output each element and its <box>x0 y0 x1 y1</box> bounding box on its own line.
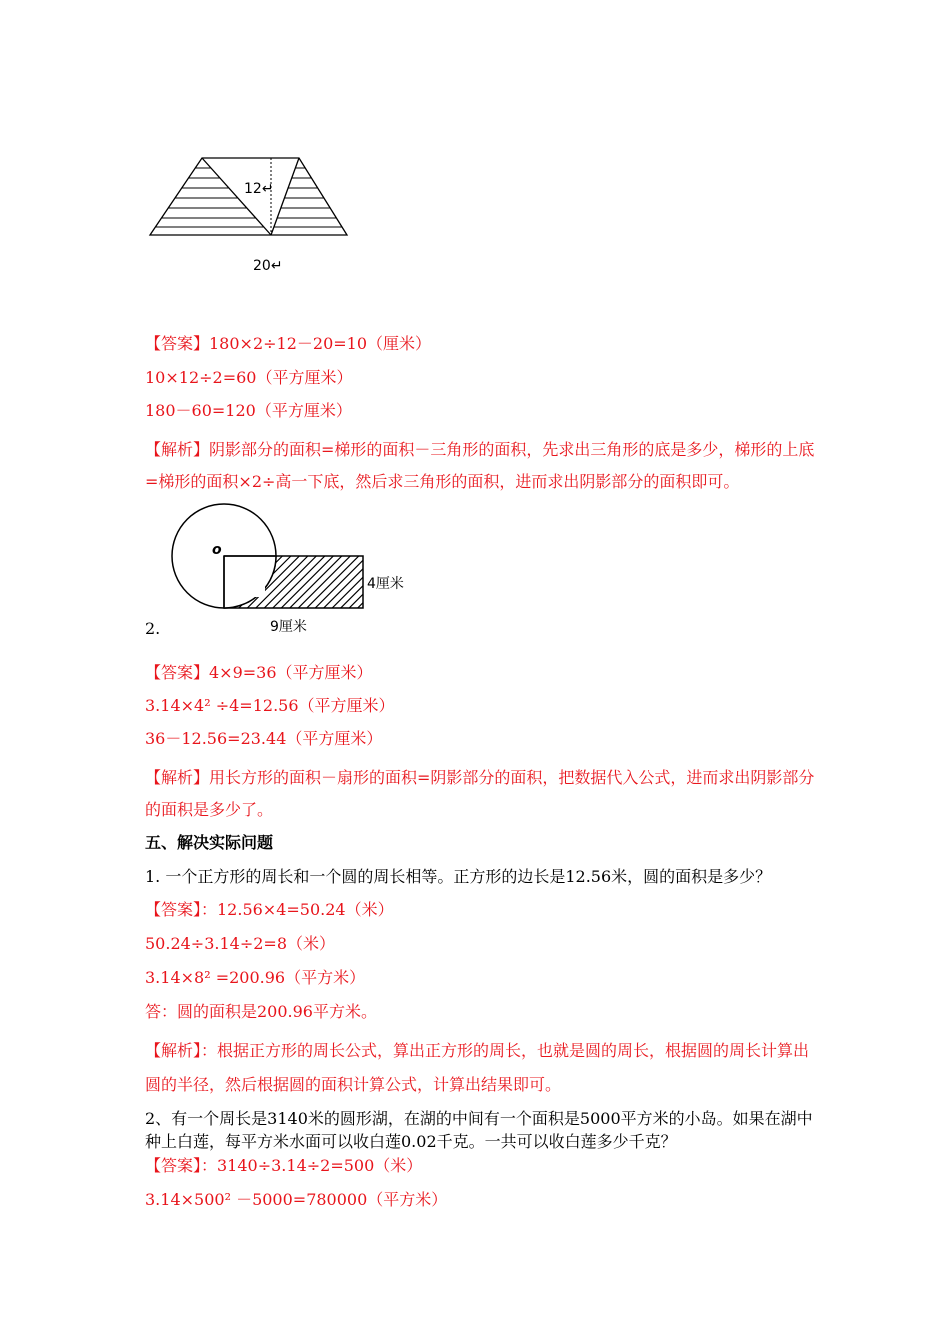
circle-rectangle-figure <box>168 500 418 640</box>
answer-line: 【答案】180×2÷12－20=10（厘米） <box>145 334 432 353</box>
answer-line: 答：圆的面积是200.96平方米。 <box>145 1002 377 1021</box>
figure2-width-label: 9厘米 <box>270 619 307 635</box>
answer-line: 【答案】：12.56×4=50.24（米） <box>145 900 394 919</box>
answer-line: 3.14×4² ÷4=12.56（平方厘米） <box>145 696 395 715</box>
trapezoid-figure <box>140 150 360 280</box>
section-heading: 五、解决实际问题 <box>145 833 274 852</box>
answer-line: 【答案】：3140÷3.14÷2=500（米） <box>145 1156 423 1175</box>
answer-line: 3.14×500² －5000=780000（平方米） <box>145 1190 448 1209</box>
answer-line: 50.24÷3.14÷2=8（米） <box>145 934 336 953</box>
figure2-center-label: o <box>212 542 222 558</box>
answer-line: 【答案】4×9=36（平方厘米） <box>145 663 373 682</box>
figure2-height-label: 4厘米 <box>367 576 404 592</box>
figure-number: 2. <box>145 619 161 638</box>
question-text: 2、有一个周长是3140米的圆形湖，在湖的中间有一个面积是5000平方米的小岛。如果在湖中种上白莲，每平方米水面可以收白莲0.02千克。一共可以收白莲多少千克？ <box>145 1109 813 1151</box>
answer-line: 3.14×8² =200.96（平方米） <box>145 968 366 987</box>
figure1-base-label: 20↵ <box>253 258 283 274</box>
question-text: 1. 一个正方形的周长和一个圆的周长相等。正方形的边长是12.56米，圆的面积是多少？ <box>145 867 772 886</box>
figure1-height-label: 12↵ <box>244 181 274 197</box>
analysis-text: 【解析】用长方形的面积－扇形的面积=阴影部分的面积，把数据代入公式，进而求出阴影部分的面积是多少了。 <box>145 768 815 819</box>
analysis-text: 【解析】：根据正方形的周长公式，算出正方形的周长，也就是圆的周长，根据圆的周长计算出圆的半径，然后根据圆的面积计算公式，计算出结果即可。 <box>145 1041 810 1094</box>
answer-line: 10×12÷2=60（平方厘米） <box>145 368 353 387</box>
answer-line: 36－12.56=23.44（平方厘米） <box>145 729 383 748</box>
answer-line: 180－60=120（平方厘米） <box>145 401 352 420</box>
analysis-text: 【解析】阴影部分的面积=梯形的面积－三角形的面积，先求出三角形的底是多少，梯形的上底=梯形的面积×2÷高一下底，然后求三角形的面积，进而求出阴影部分的面积即可。 <box>145 440 815 491</box>
